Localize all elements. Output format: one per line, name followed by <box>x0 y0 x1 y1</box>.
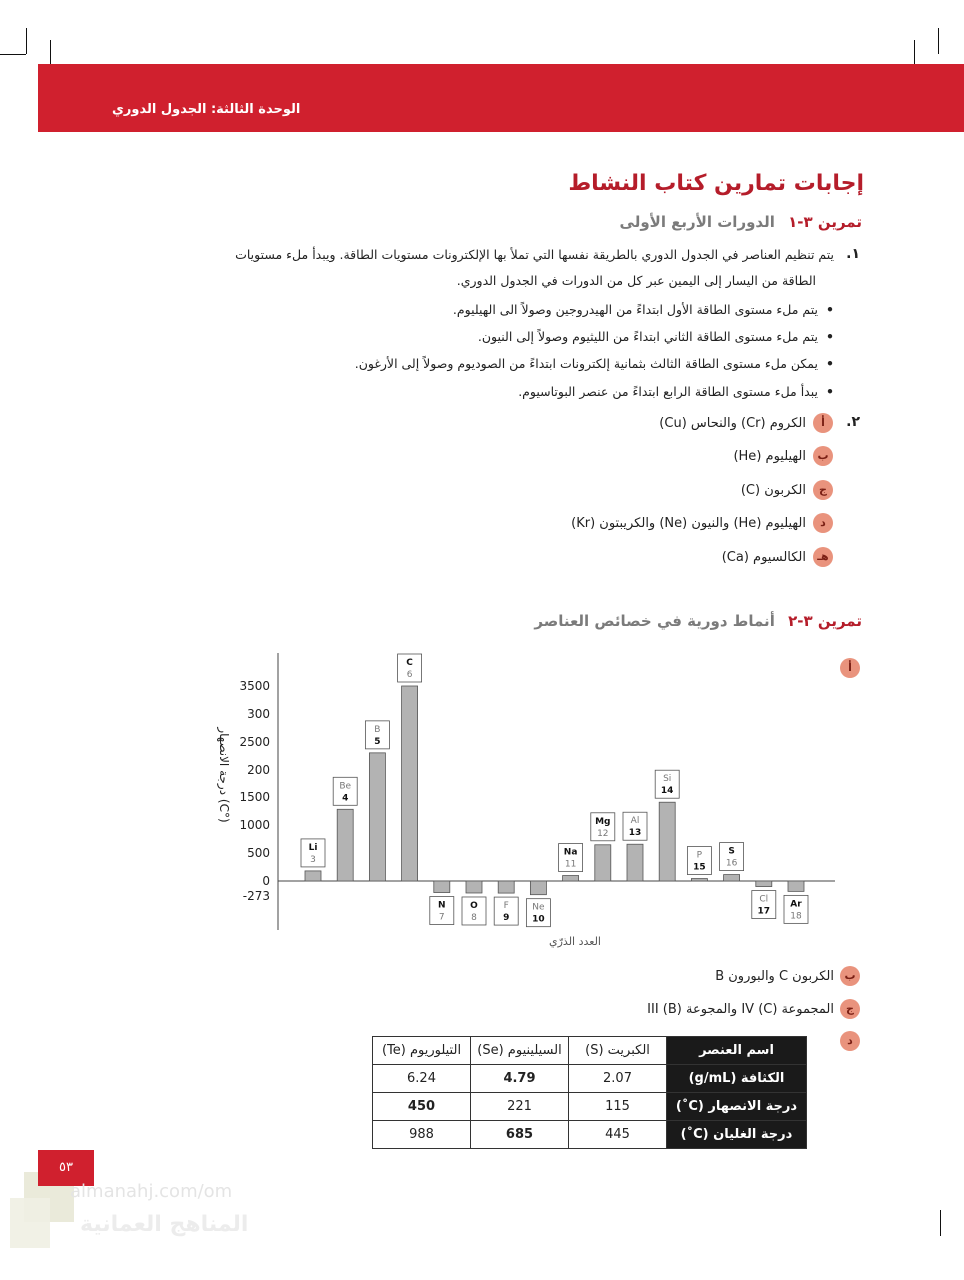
table-row <box>373 1121 807 1149</box>
part-letter-badge: ب <box>840 966 860 986</box>
y-tick-label: 300 <box>247 707 270 721</box>
bar-Cl <box>756 881 772 887</box>
element-symbol-label: P <box>696 850 703 861</box>
question-2-number: ٢. <box>846 414 860 430</box>
element-symbol-label: B <box>374 724 381 735</box>
watermark-url: almanahj.com/om <box>70 1181 233 1202</box>
table-row <box>373 1065 807 1093</box>
element-number-label: 7 <box>438 912 445 923</box>
table-cell: 445 <box>569 1121 667 1149</box>
part-letter-badge: د <box>840 1031 860 1051</box>
row-label: درجة الغليان (C˚) <box>667 1121 807 1149</box>
element-number-label: 9 <box>503 913 510 924</box>
paragraph-line: يتم تنظيم العناصر في الجدول الدوري بالطريقة نفسها التي تملأ بها الإلكترونات مستويات الطاقة. ويبدأ ملء مستويات <box>235 247 834 262</box>
element-symbol-label: S <box>728 846 735 857</box>
table-header-cell: التيلوريوم (Te) <box>373 1037 471 1065</box>
element-symbol-label: Ne <box>532 902 545 913</box>
answer-letter-badge: هـ <box>813 547 833 567</box>
page-number: ٥٣ <box>38 1150 94 1186</box>
page-title: إجابات تمارين كتاب النشاط <box>568 171 864 196</box>
crop-mark <box>914 40 915 64</box>
element-number-label: 4 <box>342 793 349 804</box>
element-symbol-label: N <box>438 900 446 911</box>
element-number-label: 13 <box>628 828 642 839</box>
element-number-label: 11 <box>564 859 577 870</box>
exercise2-title: أنماط دورية في خصائص العناصر <box>534 612 775 630</box>
bar-Al <box>627 844 643 881</box>
bar-B <box>369 753 385 881</box>
table-cell: 4.79 <box>471 1065 569 1093</box>
answer-text: الهيليوم (He) <box>733 449 806 464</box>
exercise2-heading <box>534 612 862 630</box>
paragraph-line: الطاقة من اليسار إلى اليمين عبر كل من الدورات في الجدول الدوري. <box>456 273 816 288</box>
table-row <box>373 1093 807 1121</box>
row-label: درجة الانصهار (C˚) <box>667 1093 807 1121</box>
table-cell: 988 <box>373 1121 471 1149</box>
element-symbol-label: Cl <box>759 894 769 905</box>
y-tick-label: -273 <box>242 889 270 903</box>
table-header-cell: اسم العنصر <box>667 1037 807 1065</box>
decorative-square <box>10 1198 50 1248</box>
answer-text: الكربون (C) <box>740 483 806 498</box>
row-label: الكثافة (g/mL) <box>667 1065 807 1093</box>
bar-F <box>498 881 514 893</box>
element-symbol-label: Li <box>308 842 318 853</box>
y-tick-label: 0 <box>262 874 270 888</box>
bar-N <box>434 881 450 893</box>
bar-Mg <box>595 845 611 881</box>
bullet-item: • يتم ملء مستوى الطاقة الأول ابتداءً من الهيدروجين وصولاً الى الهيليوم. <box>453 302 834 317</box>
element-number-label: 12 <box>597 828 609 839</box>
table-cell: 450 <box>373 1093 471 1121</box>
bar-Na <box>563 876 579 881</box>
watermark-text: المناهج العمانية <box>80 1212 249 1237</box>
answer-text: الهيليوم (He) والنيون (Ne) والكريبتون (Kr) <box>571 516 806 531</box>
part-b-answer: الكربون C والبورون B <box>715 969 834 984</box>
question-1-number: ١. <box>846 246 860 262</box>
crop-mark <box>940 1210 941 1236</box>
answer-text: الكروم (Cr) والنحاس (Cu) <box>659 416 806 431</box>
y-tick-label: 1500 <box>239 790 270 804</box>
element-number-label: 18 <box>790 911 802 922</box>
header-band <box>38 64 964 132</box>
element-properties-table <box>372 1036 807 1149</box>
element-symbol-label: Ar <box>790 899 802 910</box>
exercise1-label: تمرين ٣-١ <box>788 213 862 231</box>
table-cell: 2.07 <box>569 1065 667 1093</box>
exercise1-heading <box>620 213 862 231</box>
table-cell: 115 <box>569 1093 667 1121</box>
x-axis-label: العدد الذرّي <box>549 935 601 948</box>
bar-S <box>724 875 740 881</box>
element-number-label: 6 <box>406 670 413 680</box>
element-number-label: 5 <box>374 736 381 747</box>
y-tick-label: 1000 <box>239 818 270 832</box>
bar-Ar <box>788 881 804 891</box>
element-symbol-label: C <box>406 658 413 668</box>
element-number-label: 8 <box>471 912 477 923</box>
element-number-label: 17 <box>757 906 771 917</box>
part-letter-badge: ج <box>840 999 860 1019</box>
table-header-cell: الكبريت (S) <box>569 1037 667 1065</box>
part-letter-badge: أ <box>840 658 860 678</box>
element-symbol-label: Si <box>663 774 672 785</box>
y-tick-label: 3500 <box>239 679 270 693</box>
element-number-label: 3 <box>310 854 316 865</box>
answer-letter-badge: ب <box>813 446 833 466</box>
y-axis-label: درجة الانصهار (C°) <box>217 727 231 823</box>
element-symbol-label: F <box>503 901 509 912</box>
crop-mark <box>938 28 939 54</box>
bar-Be <box>337 809 353 881</box>
bullet-item: • يبدأ ملء مستوى الطاقة الرابع ابتداءً من عنصر البوتاسيوم. <box>518 384 834 399</box>
answer-letter-badge: أ <box>813 413 833 433</box>
answer-text: الكالسيوم (Ca) <box>721 550 806 565</box>
answer-letter-badge: د <box>813 513 833 533</box>
crop-mark <box>50 40 51 64</box>
exercise1-title: الدورات الأربع الأولى <box>619 213 775 231</box>
bar-Li <box>305 871 321 881</box>
crop-mark <box>26 28 27 54</box>
bar-Si <box>659 802 675 881</box>
exercise2-label: تمرين ٣-٢ <box>788 612 862 630</box>
table-header-cell: السيلينيوم (Se) <box>471 1037 569 1065</box>
element-symbol-label: Mg <box>595 816 611 827</box>
bar-P <box>691 879 707 881</box>
table-cell: 221 <box>471 1093 569 1121</box>
element-symbol-label: Be <box>339 781 352 792</box>
crop-mark <box>0 54 26 55</box>
table-cell: 6.24 <box>373 1065 471 1093</box>
table-cell: 685 <box>471 1121 569 1149</box>
element-number-label: 14 <box>660 786 674 797</box>
element-symbol-label: Na <box>563 847 578 858</box>
bullet-item: • يمكن ملء مستوى الطاقة الثالث بثمانية إلكترونات ابتداءً من الصوديوم وصولاً إلى الأرغون. <box>355 356 834 371</box>
element-symbol-label: O <box>470 900 478 911</box>
y-tick-label: 500 <box>247 846 270 860</box>
element-number-label: 16 <box>725 858 738 869</box>
part-c-answer: المجموعة IV (C) والمجوعة III (B) <box>647 1002 834 1017</box>
answer-letter-badge: ج <box>813 480 833 500</box>
bullet-item: • يتم ملء مستوى الطاقة الثاني ابتداءً من الليثيوم وصولاً إلى النيون. <box>478 329 834 344</box>
melting-point-chart <box>200 645 850 955</box>
bar-Ne <box>530 881 546 895</box>
element-symbol-label: Al <box>630 816 640 827</box>
table-header-row <box>373 1037 807 1065</box>
unit-title: الوحدة الثالثة: الجدول الدوري <box>112 102 301 117</box>
y-tick-label: 200 <box>247 763 270 777</box>
bar-O <box>466 881 482 893</box>
y-tick-label: 2500 <box>239 735 270 749</box>
element-number-label: 10 <box>532 914 545 925</box>
bar-C <box>402 686 418 881</box>
element-number-label: 15 <box>693 862 706 873</box>
